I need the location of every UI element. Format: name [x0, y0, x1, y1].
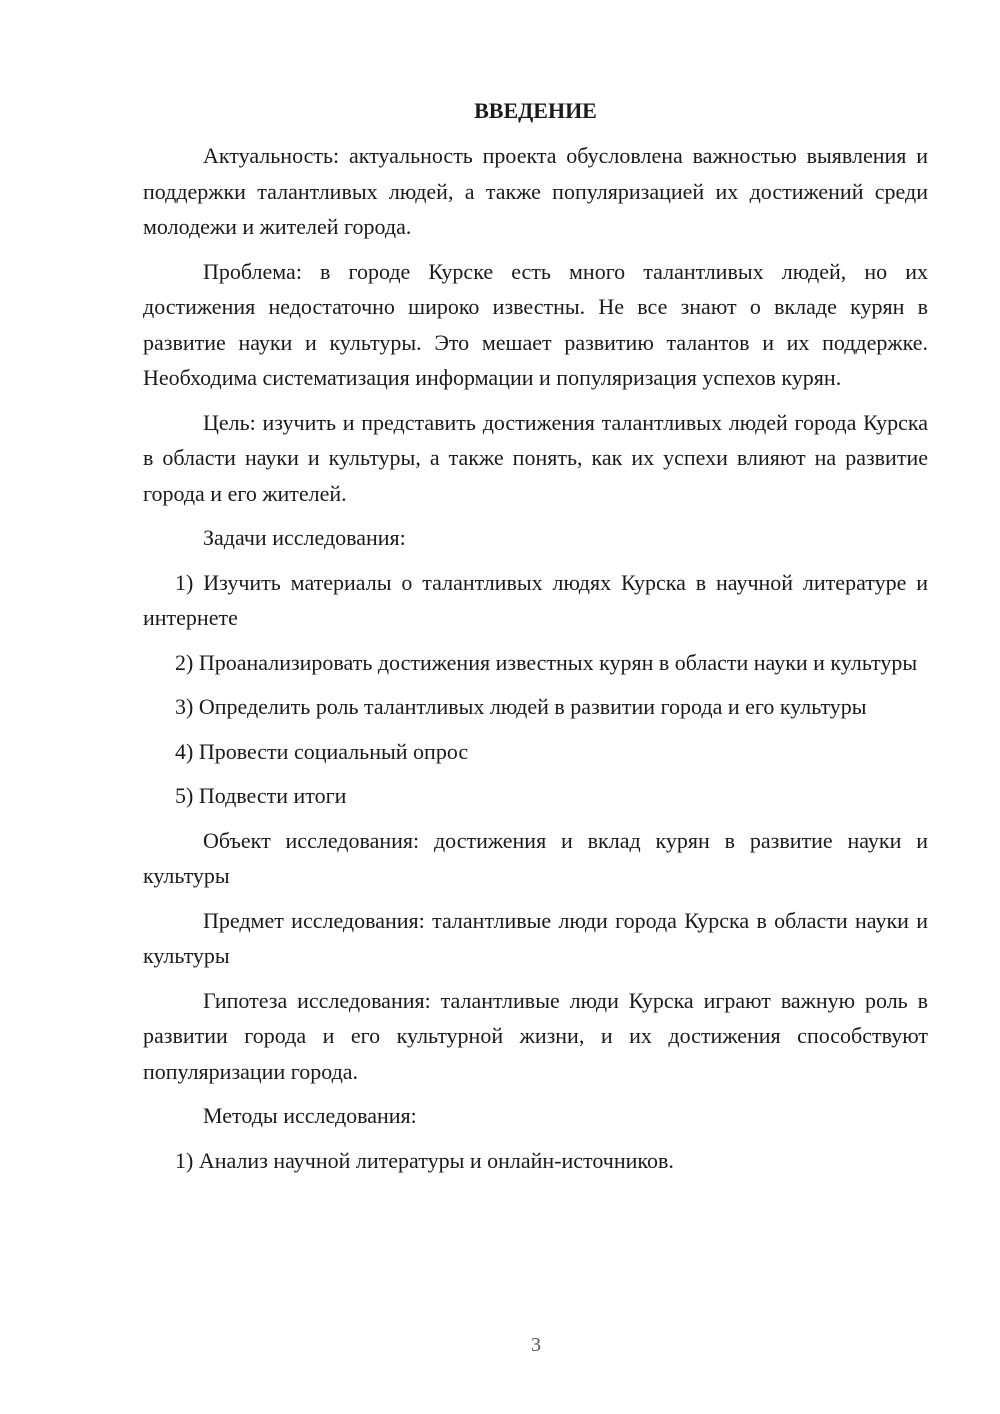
- paragraph-tasks-title: Задачи исследования:: [203, 525, 406, 550]
- task-item-1: 1) Изучить материалы о талантливых людях Курска в научной литературе и интернете: [143, 569, 928, 630]
- paragraph-problem: Проблема: в городе Курске есть много талантливых людей, но их достижения недостаточно широко известны. Не все знают о вкладе курян в развитие науки и культуры. Это мешает развитию талантов и их поддержке. Необходима систематизация информации и популяризация успехов курян.: [143, 258, 928, 390]
- method-item-1: 1) Анализ научной литературы и онлайн-источников.: [175, 1147, 674, 1173]
- paragraph-relevance: Актуальность: актуальность проекта обусловлена важностью выявления и поддержки талантливых людей, а также популяризацией их достижений среди молодежи и жителей города.: [143, 143, 928, 239]
- page-content: [143, 96, 928, 1187]
- page-title: ВВЕДЕНИЕ: [474, 98, 597, 123]
- paragraph-object: Объект исследования: достижения и вклад курян в развитие науки и культуры: [143, 827, 928, 888]
- task-item-4: 4) Провести социальный опрос: [175, 738, 469, 764]
- paragraph-hypothesis: Гипотеза исследования: талантливые люди Курска играют важную роль в развитии города и его культурной жизни, и их достижения способствуют популяризации города.: [143, 987, 928, 1084]
- paragraph-goal: Цель: изучить и представить достижения талантливых людей города Курска в области науки и культуры, а также понять, как их успехи влияют на развитие города и его жителей.: [143, 409, 928, 506]
- task-item-5: 5) Подвести итоги: [175, 783, 347, 808]
- task-item-2: 2) Проанализировать достижения известных курян в области науки и культуры: [175, 649, 918, 675]
- task-item-3: 3) Определить роль талантливых людей в развитии города и его культуры: [175, 694, 867, 719]
- paragraph-methods-title: Методы исследования:: [203, 1103, 417, 1128]
- paragraph-subject: Предмет исследования: талантливые люди города Курска в области науки и культуры: [143, 907, 928, 968]
- page-number: 3: [531, 1334, 541, 1356]
